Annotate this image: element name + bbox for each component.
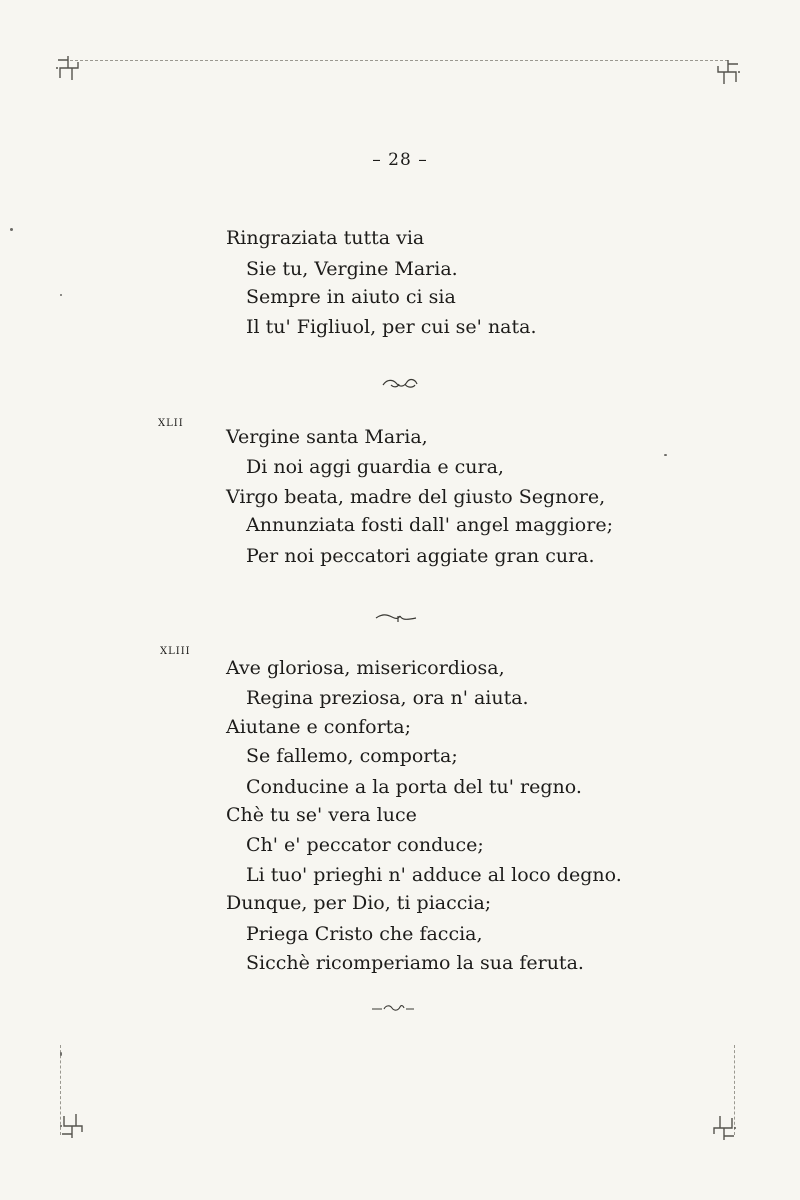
verse-line: Annunziata fosti dall' angel maggiore; (246, 514, 613, 536)
fleuron-ornament-icon (377, 376, 427, 390)
verse-line: Ave gloriosa, misericordiosa, (226, 657, 505, 679)
stanza-numeral: XLIII (160, 646, 191, 657)
tilde-ornament-icon (372, 610, 422, 624)
verse-line: Priega Cristo che faccia, (246, 923, 483, 945)
verse-line: Ringraziata tutta via (226, 227, 425, 249)
stanza-numeral: XLII (158, 418, 184, 429)
paper-speck (664, 454, 667, 456)
verse-line: Chè tu se' vera luce (226, 804, 417, 826)
verse-line: Sempre in aiuto ci sia (246, 286, 456, 308)
verse-line: Vergine santa Maria, (226, 426, 428, 448)
verse-line: Regina preziosa, ora n' aiuta. (246, 687, 529, 709)
verse-line: Aiutane e conforta; (226, 716, 412, 738)
verse-line: Di noi aggi guardia e cura, (246, 456, 504, 478)
verse-line: Li tuo' prieghi n' adduce al loco degno. (246, 864, 622, 886)
paper-speck (60, 1052, 62, 1056)
paper-speck (10, 228, 13, 231)
verse-line: Conducine a la porta del tu' regno. (246, 776, 582, 798)
verse-line: Se fallemo, comporta; (246, 745, 458, 767)
paper-speck (60, 294, 62, 296)
page-number: – 28 – (372, 150, 428, 170)
corner-ornament-top-left-icon (54, 54, 84, 84)
verse-line: Sie tu, Vergine Maria. (246, 258, 458, 280)
tail-ornament-icon (368, 1000, 418, 1014)
verse-line: Virgo beata, madre del giusto Segnore, (226, 486, 606, 508)
top-border-rule (70, 60, 728, 61)
verse-line: Per noi peccatori aggiate gran cura. (246, 545, 595, 567)
verse-line: Sicchè ricomperiamo la sua feruta. (246, 952, 584, 974)
verse-line: Dunque, per Dio, ti piaccia; (226, 892, 492, 914)
corner-ornament-bottom-right-icon (708, 1112, 738, 1142)
corner-ornament-top-right-icon (712, 58, 742, 88)
verse-line: Ch' e' peccator conduce; (246, 834, 484, 856)
corner-ornament-bottom-left-icon (58, 1110, 88, 1140)
verse-line: Il tu' Figliuol, per cui se' nata. (246, 316, 537, 338)
